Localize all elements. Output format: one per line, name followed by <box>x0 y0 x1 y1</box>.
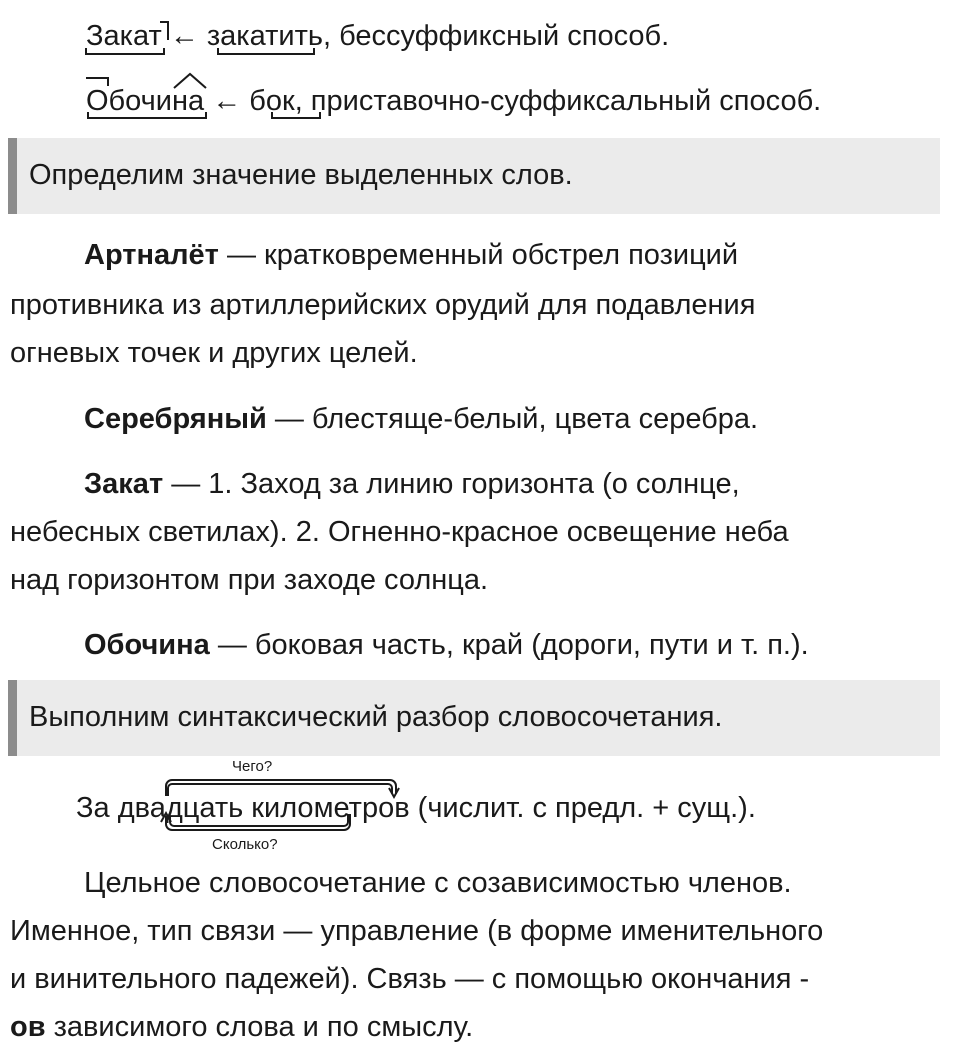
def-zakat-line-2: небесных светилах). 2. Огненно-красное освещение неба <box>10 516 789 548</box>
def-artnalet-line-3: огневых точек и других целей. <box>10 337 418 369</box>
def-artnalet-line-2: противника из артиллерийских орудий для подавления <box>10 289 756 321</box>
term-artnalet: Артналёт <box>84 239 219 271</box>
analysis-line-4: ов зависимого слова и по смыслу. <box>10 1011 474 1043</box>
def-zakat-line-1: Закат — 1. Заход за линию горизонта (о солнце, <box>84 468 740 500</box>
analysis-line-2: Именное, тип связи — управление (в форме именительного <box>10 915 824 947</box>
term-zakat: Закат <box>84 468 164 500</box>
def-serebryany: Серебряный — блестяще-белый, цвета серебра. <box>84 403 759 435</box>
morph-2-method: , приставочно-суффиксальный способ. <box>294 85 822 117</box>
term-obochina: Обочина <box>84 629 210 661</box>
question-bottom-label: Сколько? <box>212 836 278 853</box>
def-artnalet-line-1: Артналёт — кратковременный обстрел позиций <box>84 239 739 271</box>
morph-1-method: , бессуффиксный способ. <box>323 20 670 52</box>
arrow-left-icon: ← <box>212 85 242 117</box>
ending-ov: ов <box>10 1011 46 1043</box>
analysis-line-1: Цельное словосочетание с созависимостью членов. <box>84 867 792 899</box>
word-zakatit: закатить <box>206 20 323 52</box>
banner-meaning-text: Определим значение выделенных слов. <box>29 159 573 191</box>
analysis-line-3: и винительного падежей). Связь — с помощью окончания - <box>10 963 810 995</box>
question-top-label: Чего? <box>232 758 273 775</box>
def-obochina: Обочина — боковая часть, край (дороги, пути и т. п.). <box>84 629 809 661</box>
def-zakat-line-3: над горизонтом при заходе солнца. <box>10 564 489 596</box>
arrow-left-icon: ← <box>169 20 199 52</box>
term-serebryany: Серебряный <box>84 403 267 435</box>
syntax-phrase: За двадцать километров (числит. с предл. + сущ.). <box>76 792 756 824</box>
word-zakat: Закат <box>86 20 162 52</box>
word-obochina: Обочина <box>86 85 205 117</box>
banner-syntax-text: Выполним синтаксический разбор словосочетания. <box>29 701 723 733</box>
word-bok: бок <box>249 85 295 117</box>
